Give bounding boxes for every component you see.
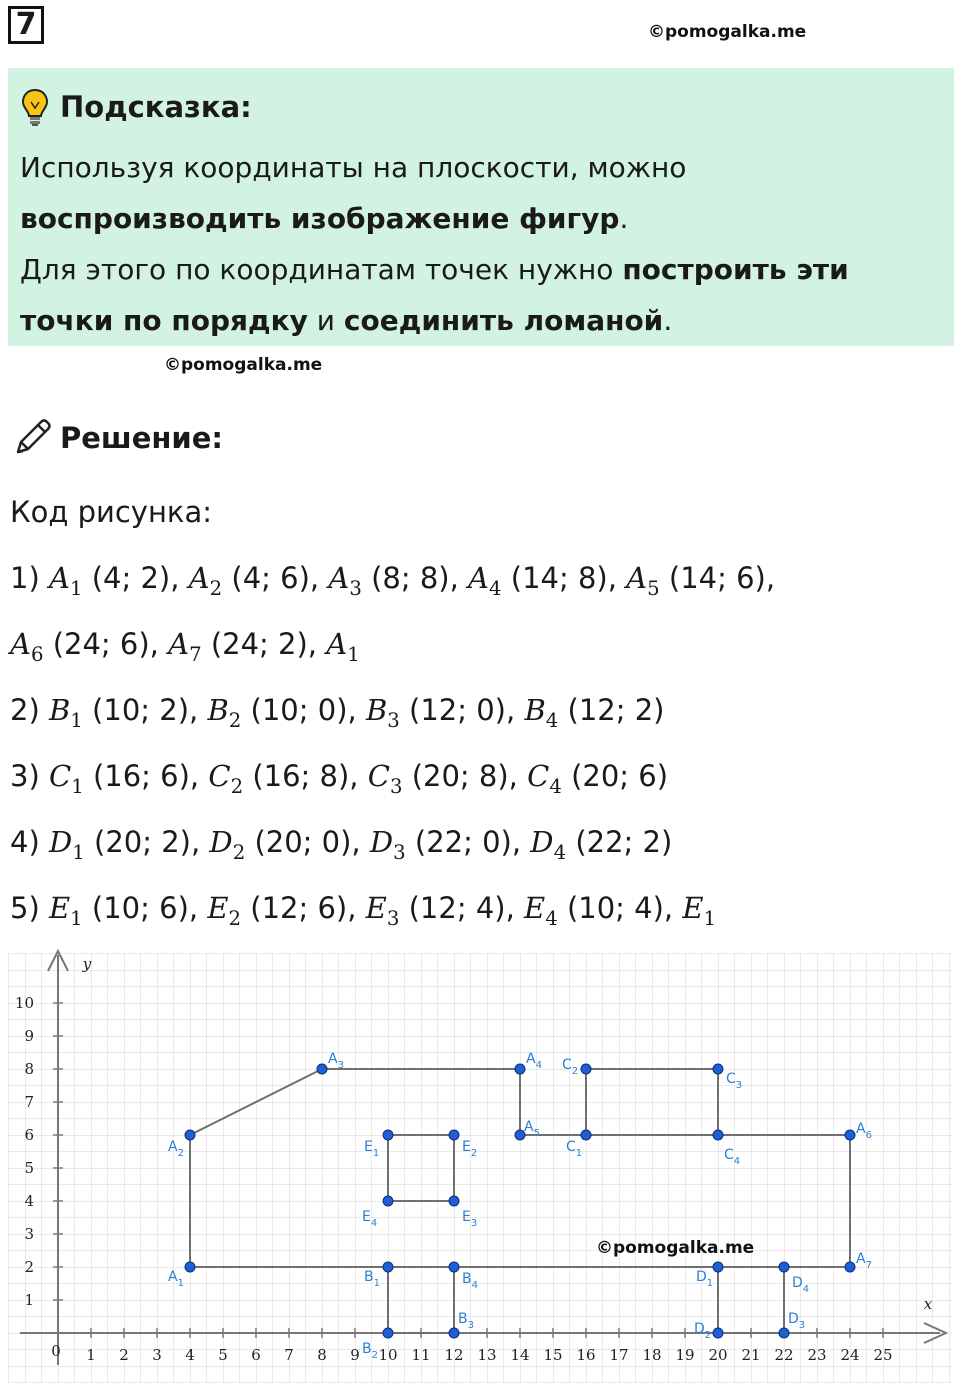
point-name	[468, 561, 502, 600]
point-letter: A	[188, 561, 210, 595]
line-text: (20; 8),	[402, 759, 528, 793]
point-subscript: 3	[349, 576, 362, 600]
point-B3	[449, 1328, 459, 1338]
point-subscript: 3	[389, 774, 403, 798]
point-name	[48, 759, 84, 798]
point-subscript: 1	[70, 906, 83, 930]
point-label-subscript: 1	[177, 1278, 184, 1289]
point-letter: D	[209, 825, 233, 859]
point-letter: D	[48, 825, 73, 859]
x-tick-label: 13	[477, 1346, 497, 1364]
lightbulb-icon	[20, 87, 50, 127]
y-tick-label: 10	[14, 994, 34, 1012]
point-name	[207, 891, 242, 930]
point-name	[524, 693, 559, 732]
point-D3	[779, 1328, 789, 1338]
x-tick-label: 8	[317, 1346, 327, 1364]
point-D2	[713, 1328, 723, 1338]
y-tick-label: 4	[24, 1192, 34, 1210]
line-text: 3)	[10, 759, 49, 793]
x-tick-label: 24	[840, 1346, 860, 1364]
point-letter: C	[48, 759, 72, 793]
x-tick-label: 6	[251, 1346, 261, 1364]
point-label-E1: $E_1$	[364, 1139, 380, 1159]
x-tick-label: 15	[543, 1346, 563, 1364]
y-tick-label: 3	[24, 1225, 34, 1243]
line-text: (10; 0),	[241, 693, 366, 727]
solution-header	[10, 416, 223, 460]
solution-line	[10, 816, 775, 882]
point-label-subscript: 7	[865, 1260, 872, 1271]
point-name	[524, 891, 558, 930]
point-label-D4: $D_4$	[792, 1275, 810, 1295]
point-letter: A	[328, 561, 350, 595]
line-text: (8; 8),	[361, 561, 469, 595]
point-E4	[383, 1196, 393, 1206]
point-label-A4: $A_4$	[526, 1051, 542, 1071]
line-text: (16; 8),	[243, 759, 368, 793]
x-tick-label: 2	[119, 1346, 129, 1364]
point-letter: B	[48, 693, 71, 727]
point-name	[48, 693, 83, 732]
point-label-subscript: 3	[735, 1080, 743, 1091]
point-name	[10, 627, 44, 666]
point-name	[527, 759, 562, 798]
point-name	[48, 891, 83, 930]
line-text: (20; 0),	[245, 825, 370, 859]
code-label: Код рисунка:	[10, 495, 212, 529]
point-B2	[383, 1328, 393, 1338]
solution-lines	[10, 486, 775, 948]
x-tick-label: 9	[350, 1346, 360, 1364]
point-E1	[383, 1130, 393, 1140]
point-name	[369, 825, 406, 864]
x-tick-label: 21	[741, 1346, 761, 1364]
line-text: (12; 6),	[241, 891, 366, 925]
solution-line	[10, 618, 775, 684]
x-tick-label: 10	[378, 1346, 398, 1364]
point-letter: D	[530, 825, 554, 859]
point-label-subscript: 2	[177, 1148, 184, 1159]
grid	[8, 953, 952, 1383]
line-text: (12; 2)	[558, 693, 665, 727]
point-letter: D	[369, 825, 394, 859]
point-letter: A	[326, 627, 348, 661]
point-label-C1: $C_1$	[566, 1139, 583, 1159]
point-label-B3: $B_3$	[458, 1311, 474, 1331]
point-letter: B	[524, 693, 546, 727]
point-E2	[449, 1130, 459, 1140]
point-C3	[713, 1064, 723, 1074]
point-letter: A	[468, 561, 489, 595]
point-subscript: 1	[703, 906, 717, 930]
point-label-A2: $A_2$	[168, 1139, 184, 1159]
point-C2	[581, 1064, 591, 1074]
y-tick-label: 8	[24, 1060, 34, 1078]
y-tick-label: 6	[24, 1126, 34, 1144]
point-label-subscript: 1	[706, 1278, 714, 1289]
point-label-C3: $C_3$	[726, 1071, 743, 1091]
point-label-C2: $C_2$	[562, 1057, 579, 1077]
point-lines	[10, 552, 775, 948]
hint-title: Подсказка:	[60, 90, 252, 124]
hint-end-2: .	[663, 304, 673, 337]
point-letter: A	[168, 627, 190, 661]
point-name	[48, 561, 83, 600]
point-label-subscript: 4	[370, 1218, 378, 1229]
line-text: (16; 6),	[83, 759, 209, 793]
point-label-A6: $A_6$	[856, 1121, 872, 1141]
line-text: 5)	[10, 891, 49, 925]
hint-and: и	[307, 304, 344, 337]
point-subscript: 4	[489, 576, 502, 600]
point-label-subscript: 3	[467, 1320, 474, 1331]
task-number: 7	[8, 6, 44, 44]
x-tick-label: 19	[675, 1346, 695, 1364]
hint-text	[20, 142, 942, 346]
point-label-E4: $E_4$	[362, 1209, 378, 1229]
x-tick-label: 12	[444, 1346, 464, 1364]
point-label-subscript: 4	[733, 1156, 741, 1167]
y-tick-label: 2	[24, 1258, 34, 1276]
point-label-subscript: 1	[372, 1148, 380, 1159]
x-axis-label: x	[923, 1295, 933, 1313]
line-text: 1)	[10, 561, 49, 595]
point-E3	[449, 1196, 459, 1206]
point-label-subscript: 2	[571, 1066, 579, 1077]
point-subscript: 2	[228, 708, 242, 732]
point-label-E2: $E_2$	[462, 1139, 478, 1159]
hint-end-1: .	[619, 202, 629, 235]
x-tick-label: 25	[873, 1346, 893, 1364]
point-C4	[713, 1130, 723, 1140]
point-letter: E	[682, 891, 704, 925]
x-tick-label: 14	[510, 1346, 530, 1364]
point-A6	[845, 1130, 855, 1140]
x-tick-label: 5	[218, 1346, 228, 1364]
y-tick-label: 7	[24, 1093, 34, 1111]
watermark-middle: ©pomogalka.me	[164, 355, 323, 375]
x-tick-label: 3	[152, 1346, 162, 1364]
point-label-E3: $E_3$	[462, 1209, 478, 1229]
point-label-B4: $B_4$	[462, 1271, 478, 1291]
point-subscript: 3	[393, 840, 406, 864]
point-label-A7: $A_7$	[856, 1251, 872, 1271]
point-D4	[779, 1262, 789, 1272]
solution-line	[10, 684, 775, 750]
solution-line	[10, 882, 775, 948]
point-name	[328, 561, 362, 600]
x-tick-label: 4	[185, 1346, 195, 1364]
point-subscript: 2	[230, 774, 244, 798]
point-label-D1: $D_1$	[696, 1269, 714, 1289]
point-letter: A	[626, 561, 648, 595]
x-tick-label: 17	[609, 1346, 629, 1364]
line-text: 4)	[10, 825, 49, 859]
solution-line	[10, 552, 775, 618]
x-tick-label: 20	[708, 1346, 728, 1364]
point-subscript: 7	[189, 642, 202, 666]
line-text: 2)	[10, 693, 49, 727]
point-B1	[383, 1262, 393, 1272]
point-subscript: 4	[545, 906, 558, 930]
point-name	[207, 693, 242, 732]
point-letter: A	[48, 561, 70, 595]
point-label-B2: $B_2$	[362, 1341, 378, 1361]
point-name	[367, 759, 403, 798]
solution-line	[10, 750, 775, 816]
point-subscript: 2	[228, 906, 242, 930]
line-text: (14; 8),	[501, 561, 627, 595]
y-tick-label: 1	[24, 1291, 34, 1309]
hint-line-3: Для этого по координатам точек нужно	[20, 253, 623, 286]
hint-bold-3: точки по порядку	[20, 304, 308, 337]
point-label-subscript: 4	[471, 1280, 478, 1291]
line-text: (22; 2)	[566, 825, 673, 859]
hint-bold-1: воспроизводить изображение фигур	[20, 202, 620, 235]
y-tick-label: 9	[24, 1027, 34, 1045]
point-subscript: 3	[386, 906, 400, 930]
point-name	[48, 825, 85, 864]
line-text: (4; 6),	[222, 561, 329, 595]
point-label-subscript: 3	[470, 1218, 478, 1229]
x-tick-label: 22	[774, 1346, 794, 1364]
point-A7	[845, 1262, 855, 1272]
line-text: (20; 2),	[84, 825, 210, 859]
y-tick-label: 5	[24, 1159, 34, 1177]
point-letter: B	[207, 693, 229, 727]
solution-title: Решение:	[60, 421, 224, 455]
point-subscript: 2	[209, 576, 223, 600]
point-label-A3: $A_3$	[328, 1051, 344, 1071]
line-text: (20; 6)	[561, 759, 669, 793]
point-label-C4: $C_4$	[724, 1147, 741, 1167]
point-label-D3: $D_3$	[788, 1311, 806, 1331]
point-label-subscript: 2	[371, 1350, 378, 1361]
point-label-subscript: 4	[535, 1060, 542, 1071]
point-letter: E	[365, 891, 387, 925]
x-tick-label: 18	[642, 1346, 662, 1364]
point-label-subscript: 6	[865, 1130, 872, 1141]
point-label-A1: $A_1$	[168, 1269, 184, 1289]
line-text: (4; 2),	[82, 561, 189, 595]
point-name	[682, 891, 717, 930]
x-tick-label: 11	[411, 1346, 431, 1364]
point-label-D2: $D_2$	[694, 1321, 712, 1341]
y-axis-label: y	[82, 955, 92, 973]
point-label-subscript: 2	[470, 1148, 478, 1159]
line-text: (24; 6),	[43, 627, 169, 661]
point-subscript: 1	[72, 840, 85, 864]
point-D1	[713, 1262, 723, 1272]
point-label-subscript: 3	[337, 1060, 344, 1071]
x-tick-label: 1	[86, 1346, 96, 1364]
point-letter: E	[207, 891, 229, 925]
point-name	[365, 693, 400, 732]
point-label-subscript: 5	[533, 1128, 540, 1139]
line-text: (12; 0),	[399, 693, 525, 727]
hint-header	[20, 78, 942, 136]
point-subscript: 1	[69, 576, 83, 600]
point-subscript: 4	[553, 840, 567, 864]
point-letter: C	[367, 759, 390, 793]
point-label-subscript: 4	[802, 1284, 810, 1295]
point-A2	[185, 1130, 195, 1140]
point-letter: E	[524, 891, 546, 925]
coordinate-plane	[0, 945, 960, 1387]
line-text: (12; 4),	[399, 891, 525, 925]
point-label-subscript: 2	[704, 1330, 712, 1341]
point-subscript: 1	[70, 708, 83, 732]
point-label-subscript: 3	[798, 1320, 806, 1331]
watermark-top: ©pomogalka.me	[648, 22, 807, 42]
x-tick-label: 7	[284, 1346, 294, 1364]
point-name	[326, 627, 360, 666]
point-A3	[317, 1064, 327, 1074]
origin-label: 0	[51, 1342, 61, 1360]
point-subscript: 6	[30, 642, 44, 666]
point-subscript: 1	[71, 774, 84, 798]
point-letter: C	[527, 759, 550, 793]
line-text: (24; 2),	[201, 627, 327, 661]
point-letter: C	[208, 759, 231, 793]
point-subscript: 3	[387, 708, 400, 732]
point-subscript: 4	[549, 774, 562, 798]
hint-line-1: Используя координаты на плоскости, можно	[20, 151, 687, 184]
point-name	[168, 627, 202, 666]
line-text: (10; 2),	[82, 693, 208, 727]
point-label-subscript: 1	[575, 1148, 583, 1159]
point-letter: E	[48, 891, 71, 925]
point-name	[209, 825, 246, 864]
point-B4	[449, 1262, 459, 1272]
point-subscript: 2	[232, 840, 246, 864]
hint-bold-4: соединить ломаной	[343, 304, 664, 337]
point-letter: A	[10, 627, 31, 661]
point-A4	[515, 1064, 525, 1074]
point-name	[530, 825, 567, 864]
point-subscript: 5	[647, 576, 660, 600]
line-text: (14; 6),	[659, 561, 776, 595]
point-name	[365, 891, 400, 930]
point-name	[626, 561, 660, 600]
hint-bold-2: построить эти	[622, 253, 849, 286]
point-name	[208, 759, 244, 798]
point-A1	[185, 1262, 195, 1272]
hint-box	[8, 68, 954, 346]
point-subscript: 1	[347, 642, 360, 666]
point-label-B1: $B_1$	[364, 1269, 380, 1289]
point-label-subscript: 1	[373, 1278, 380, 1289]
line-text: (10; 6),	[82, 891, 208, 925]
point-name	[188, 561, 223, 600]
line-text: (22; 0),	[405, 825, 531, 859]
point-label-A5: $A_5$	[524, 1119, 540, 1139]
pencil-icon	[10, 416, 54, 460]
point-letter: B	[365, 693, 388, 727]
point-subscript: 4	[545, 708, 559, 732]
x-tick-label: 16	[576, 1346, 596, 1364]
x-tick-label: 23	[807, 1346, 827, 1364]
line-text: (10; 4),	[557, 891, 683, 925]
watermark-graph: ©pomogalka.me	[596, 1238, 755, 1258]
point-C1	[581, 1130, 591, 1140]
